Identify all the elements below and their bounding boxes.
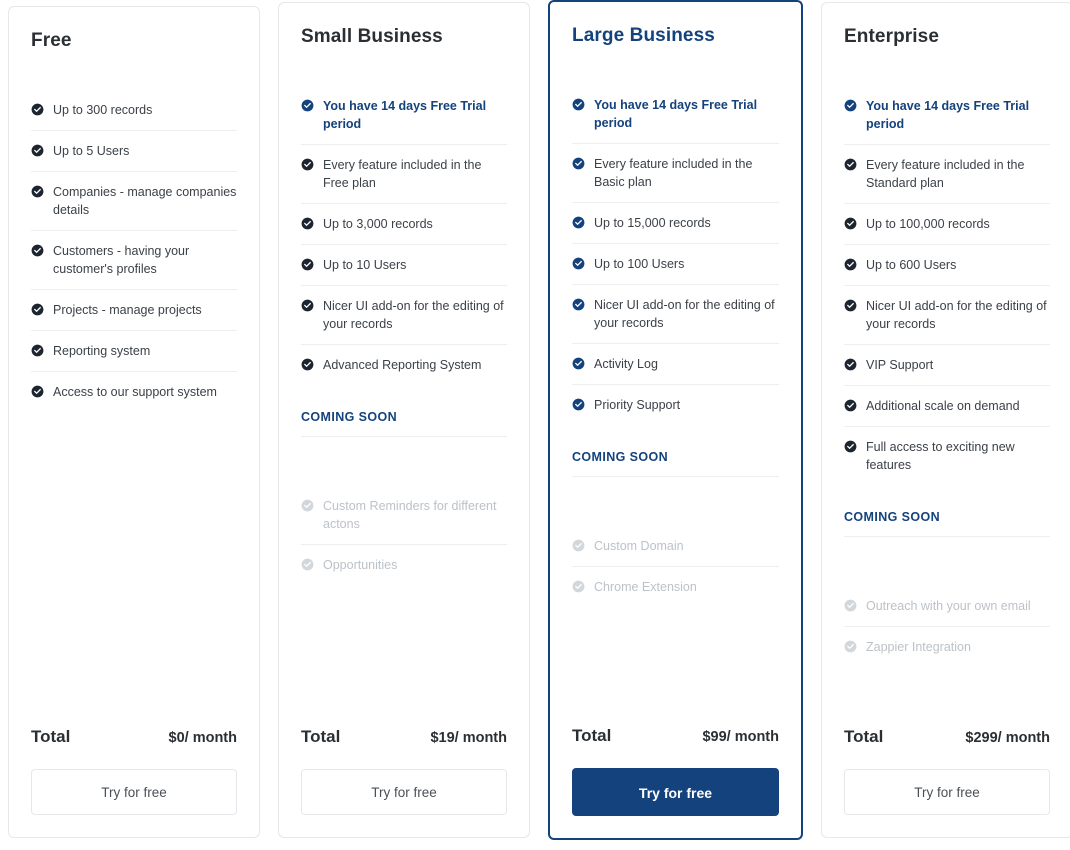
feature-item-label: Up to 300 records bbox=[53, 103, 153, 117]
spacer bbox=[31, 423, 237, 727]
feature-item-label: Full access to exciting new features bbox=[866, 440, 1015, 472]
feature-item-label: Up to 15,000 records bbox=[594, 216, 711, 230]
feature-item bbox=[31, 142, 237, 172]
feature-item-label: You have 14 days Free Trial period bbox=[866, 99, 1030, 131]
check-circle-icon bbox=[844, 258, 857, 271]
feature-item-label: You have 14 days Free Trial period bbox=[594, 98, 758, 130]
spacer bbox=[844, 678, 1050, 727]
feature-item bbox=[572, 155, 779, 203]
coming-soon-heading: COMING SOON bbox=[301, 410, 507, 437]
feature-item bbox=[572, 96, 779, 144]
feature-item bbox=[301, 256, 507, 286]
feature-item bbox=[844, 397, 1050, 427]
check-circle-icon bbox=[301, 558, 314, 571]
try-for-free-button[interactable]: Try for free bbox=[572, 768, 779, 816]
feature-item bbox=[844, 297, 1050, 345]
check-circle-icon bbox=[31, 344, 44, 357]
total-row bbox=[572, 726, 779, 746]
feature-item bbox=[31, 242, 237, 290]
feature-item bbox=[844, 215, 1050, 245]
coming-soon-item-label: Opportunities bbox=[323, 558, 398, 572]
coming-soon-item-label: Zappier Integration bbox=[866, 640, 971, 654]
check-circle-icon bbox=[301, 158, 314, 171]
check-circle-icon bbox=[301, 499, 314, 512]
feature-item-label: Access to our support system bbox=[53, 385, 217, 399]
feature-item bbox=[572, 214, 779, 244]
check-circle-icon bbox=[301, 358, 314, 371]
feature-item bbox=[844, 356, 1050, 386]
feature-list bbox=[31, 101, 237, 423]
plan-column-large-business bbox=[548, 0, 803, 840]
plan-title: Enterprise bbox=[844, 26, 939, 47]
check-circle-icon bbox=[844, 299, 857, 312]
spacer bbox=[572, 618, 779, 726]
coming-soon-heading: COMING SOON bbox=[572, 450, 779, 477]
total-price: $99/ month bbox=[702, 729, 779, 745]
feature-item-label: Customers - having your customer's profiles bbox=[53, 244, 190, 276]
coming-soon-item-label: Outreach with your own email bbox=[866, 599, 1031, 613]
feature-item bbox=[572, 396, 779, 425]
feature-item bbox=[301, 297, 507, 345]
total-label: Total bbox=[572, 726, 612, 745]
feature-item bbox=[572, 355, 779, 385]
feature-item-label: Nicer UI add-on for the editing of your records bbox=[594, 298, 775, 330]
check-circle-icon bbox=[301, 299, 314, 312]
check-circle-icon bbox=[844, 217, 857, 230]
check-circle-icon bbox=[572, 216, 585, 229]
spacer bbox=[301, 596, 507, 727]
feature-item bbox=[572, 255, 779, 285]
total-row bbox=[301, 727, 507, 747]
coming-soon-list bbox=[572, 537, 779, 618]
total-label: Total bbox=[301, 727, 341, 746]
feature-item bbox=[844, 156, 1050, 204]
check-circle-icon bbox=[572, 257, 585, 270]
feature-item-label: Up to 100 Users bbox=[594, 257, 685, 271]
coming-soon-item bbox=[844, 597, 1050, 627]
feature-item bbox=[31, 101, 237, 131]
feature-item-label: Up to 3,000 records bbox=[323, 217, 433, 231]
feature-item bbox=[31, 342, 237, 372]
plan-title: Free bbox=[31, 30, 72, 51]
check-circle-icon bbox=[844, 640, 857, 653]
feature-item-label: Activity Log bbox=[594, 357, 658, 371]
check-circle-icon bbox=[572, 298, 585, 311]
check-circle-icon bbox=[301, 99, 314, 112]
check-circle-icon bbox=[572, 98, 585, 111]
check-circle-icon bbox=[31, 103, 44, 116]
feature-list bbox=[572, 96, 779, 436]
check-circle-icon bbox=[301, 258, 314, 271]
check-circle-icon bbox=[31, 185, 44, 198]
feature-list bbox=[844, 97, 1050, 496]
check-circle-icon bbox=[572, 539, 585, 552]
feature-item-label: Every feature included in the Basic plan bbox=[594, 157, 753, 189]
plan-card-enterprise[interactable] bbox=[821, 2, 1070, 838]
feature-item bbox=[844, 438, 1050, 485]
feature-item-label: Priority Support bbox=[594, 398, 681, 412]
feature-item-label: Reporting system bbox=[53, 344, 151, 358]
try-for-free-button[interactable]: Try for free bbox=[31, 769, 237, 815]
check-circle-icon bbox=[844, 158, 857, 171]
plan-column-free bbox=[8, 6, 260, 838]
feature-item bbox=[31, 301, 237, 331]
feature-item bbox=[301, 156, 507, 204]
feature-list bbox=[301, 97, 507, 396]
total-label: Total bbox=[844, 727, 884, 746]
try-for-free-button[interactable]: Try for free bbox=[844, 769, 1050, 815]
check-circle-icon bbox=[844, 599, 857, 612]
plan-column-enterprise bbox=[821, 2, 1070, 838]
feature-item-label: Additional scale on demand bbox=[866, 399, 1020, 413]
check-circle-icon bbox=[572, 580, 585, 593]
check-circle-icon bbox=[572, 398, 585, 411]
feature-item-label: Projects - manage projects bbox=[53, 303, 202, 317]
coming-soon-list bbox=[301, 497, 507, 596]
check-circle-icon bbox=[844, 399, 857, 412]
plan-column-small-business bbox=[278, 2, 530, 838]
check-circle-icon bbox=[31, 385, 44, 398]
check-circle-icon bbox=[844, 358, 857, 371]
coming-soon-item bbox=[301, 556, 507, 585]
feature-item-label: VIP Support bbox=[866, 358, 934, 372]
total-row bbox=[31, 727, 237, 747]
check-circle-icon bbox=[301, 217, 314, 230]
coming-soon-item bbox=[301, 497, 507, 545]
plan-card-free[interactable] bbox=[8, 6, 260, 838]
total-price: $0/ month bbox=[168, 730, 237, 746]
total-row bbox=[844, 727, 1050, 747]
check-circle-icon bbox=[844, 440, 857, 453]
coming-soon-item bbox=[572, 578, 779, 607]
coming-soon-item bbox=[572, 537, 779, 567]
feature-item bbox=[301, 97, 507, 145]
feature-item-label: Nicer UI add-on for the editing of your records bbox=[323, 299, 504, 331]
feature-item-label: Every feature included in the Free plan bbox=[323, 158, 482, 190]
total-label: Total bbox=[31, 727, 71, 746]
check-circle-icon bbox=[31, 144, 44, 157]
coming-soon-heading: COMING SOON bbox=[844, 510, 1050, 537]
feature-item-label: Up to 10 Users bbox=[323, 258, 407, 272]
feature-item bbox=[844, 97, 1050, 145]
feature-item-label: Companies - manage companies details bbox=[53, 185, 237, 217]
coming-soon-item-label: Custom Domain bbox=[594, 539, 684, 553]
check-circle-icon bbox=[31, 244, 44, 257]
coming-soon-item bbox=[844, 638, 1050, 667]
feature-item bbox=[31, 383, 237, 412]
coming-soon-list bbox=[844, 597, 1050, 678]
feature-item-label: Up to 5 Users bbox=[53, 144, 130, 158]
feature-item bbox=[844, 256, 1050, 286]
check-circle-icon bbox=[31, 303, 44, 316]
check-circle-icon bbox=[572, 357, 585, 370]
feature-item-label: Advanced Reporting System bbox=[323, 358, 482, 372]
check-circle-icon bbox=[572, 157, 585, 170]
total-price: $19/ month bbox=[430, 730, 507, 746]
plan-card-large-business[interactable] bbox=[548, 0, 803, 840]
feature-item bbox=[31, 183, 237, 231]
coming-soon-item-label: Custom Reminders for different actons bbox=[323, 499, 497, 531]
feature-item-label: Every feature included in the Standard plan bbox=[866, 158, 1025, 190]
plan-card-small-business[interactable] bbox=[278, 2, 530, 838]
feature-item-label: Up to 600 Users bbox=[866, 258, 957, 272]
total-price: $299/ month bbox=[965, 730, 1050, 746]
feature-item-label: Up to 100,000 records bbox=[866, 217, 990, 231]
feature-item-label: Nicer UI add-on for the editing of your records bbox=[866, 299, 1047, 331]
try-for-free-button[interactable]: Try for free bbox=[301, 769, 507, 815]
feature-item bbox=[301, 215, 507, 245]
plan-title: Small Business bbox=[301, 26, 443, 47]
feature-item-label: You have 14 days Free Trial period bbox=[323, 99, 487, 131]
feature-item bbox=[572, 296, 779, 344]
plan-title: Large Business bbox=[572, 25, 715, 46]
coming-soon-item-label: Chrome Extension bbox=[594, 580, 697, 594]
feature-item bbox=[301, 356, 507, 385]
check-circle-icon bbox=[844, 99, 857, 112]
